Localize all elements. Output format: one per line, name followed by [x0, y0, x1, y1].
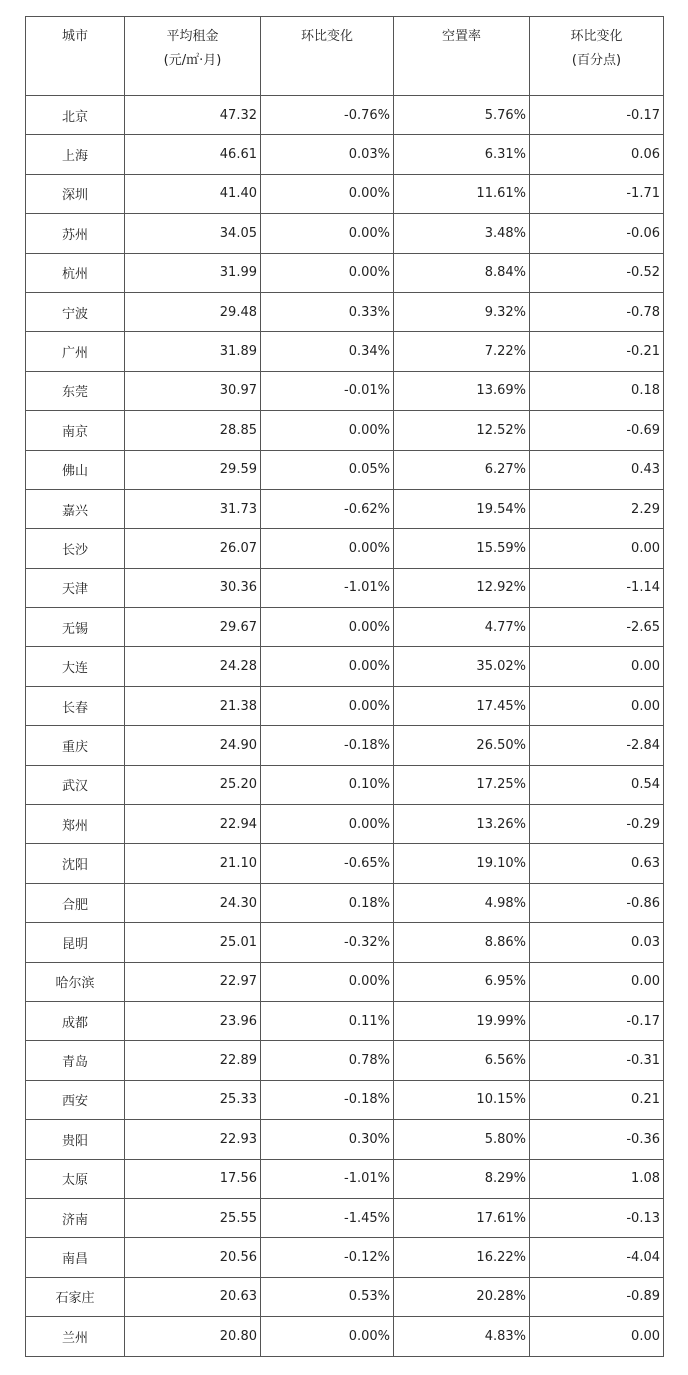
cell-vacancy-rate: 12.52%	[394, 411, 530, 450]
cell-city: 兰州	[26, 1317, 125, 1356]
cell-city: 大连	[26, 647, 125, 686]
header-average-rent	[125, 17, 261, 96]
cell-average-rent: 31.89	[125, 332, 261, 371]
cell-city: 重庆	[26, 726, 125, 765]
cell-vacancy-rate: 3.48%	[394, 214, 530, 253]
cell-rent-change: -1.01%	[261, 1159, 394, 1198]
table-row	[26, 1001, 664, 1040]
cell-vacancy-rate: 35.02%	[394, 647, 530, 686]
cell-city: 南京	[26, 411, 125, 450]
header-average-rent-label: 平均租金	[166, 29, 219, 44]
cell-city: 昆明	[26, 923, 125, 962]
cell-vacancy-rate: 17.45%	[394, 686, 530, 725]
cell-city: 嘉兴	[26, 489, 125, 528]
table-header	[26, 17, 664, 96]
cell-rent-change: 0.34%	[261, 332, 394, 371]
cell-city: 东莞	[26, 371, 125, 410]
cell-vacancy-rate: 5.80%	[394, 1120, 530, 1159]
cell-rent-change: 0.30%	[261, 1120, 394, 1159]
cell-average-rent: 21.10	[125, 844, 261, 883]
cell-vacancy-change: -2.84	[530, 726, 664, 765]
header-rent-change-label: 环比变化	[300, 29, 353, 44]
cell-rent-change: 0.78%	[261, 1041, 394, 1080]
cell-vacancy-rate: 17.61%	[394, 1198, 530, 1237]
cell-rent-change: 0.00%	[261, 647, 394, 686]
cell-vacancy-change: 0.03	[530, 923, 664, 962]
table-row	[26, 253, 664, 292]
table-row	[26, 450, 664, 489]
header-vacancy-rate-label: 空置率	[441, 29, 481, 44]
cell-city: 武汉	[26, 765, 125, 804]
cell-vacancy-change: -0.29	[530, 805, 664, 844]
table-row	[26, 1277, 664, 1316]
table-row	[26, 174, 664, 213]
cell-vacancy-change: -4.04	[530, 1238, 664, 1277]
cell-rent-change: -0.12%	[261, 1238, 394, 1277]
cell-vacancy-rate: 6.56%	[394, 1041, 530, 1080]
cell-city: 佛山	[26, 450, 125, 489]
table-row	[26, 608, 664, 647]
cell-city: 长春	[26, 686, 125, 725]
cell-vacancy-rate: 19.54%	[394, 489, 530, 528]
cell-rent-change: 0.00%	[261, 608, 394, 647]
cell-average-rent: 30.36	[125, 568, 261, 607]
cell-rent-change: -0.76%	[261, 96, 394, 135]
header-city	[26, 17, 125, 96]
table-row	[26, 371, 664, 410]
cell-rent-change: 0.00%	[261, 962, 394, 1001]
cell-rent-change: 0.00%	[261, 1317, 394, 1356]
cell-vacancy-change: -0.17	[530, 96, 664, 135]
cell-average-rent: 46.61	[125, 135, 261, 174]
cell-vacancy-change: 0.00	[530, 686, 664, 725]
cell-vacancy-rate: 6.27%	[394, 450, 530, 489]
cell-rent-change: 0.00%	[261, 529, 394, 568]
cell-average-rent: 24.90	[125, 726, 261, 765]
cell-city: 青岛	[26, 1041, 125, 1080]
table-row	[26, 214, 664, 253]
cell-rent-change: -0.01%	[261, 371, 394, 410]
table-row	[26, 765, 664, 804]
cell-city: 合肥	[26, 883, 125, 922]
cell-vacancy-rate: 8.84%	[394, 253, 530, 292]
cell-rent-change: 0.00%	[261, 253, 394, 292]
cell-vacancy-rate: 19.10%	[394, 844, 530, 883]
cell-city: 太原	[26, 1159, 125, 1198]
header-vacancy-rate	[394, 17, 530, 96]
cell-average-rent: 29.67	[125, 608, 261, 647]
cell-vacancy-change: 0.43	[530, 450, 664, 489]
table-row	[26, 647, 664, 686]
table-row	[26, 962, 664, 1001]
cell-city: 郑州	[26, 805, 125, 844]
cell-vacancy-change: 0.06	[530, 135, 664, 174]
cell-vacancy-rate: 16.22%	[394, 1238, 530, 1277]
cell-city: 上海	[26, 135, 125, 174]
cell-city: 贵阳	[26, 1120, 125, 1159]
cell-average-rent: 22.93	[125, 1120, 261, 1159]
cell-average-rent: 22.94	[125, 805, 261, 844]
cell-average-rent: 34.05	[125, 214, 261, 253]
cell-vacancy-change: -0.21	[530, 332, 664, 371]
table-row	[26, 292, 664, 331]
cell-average-rent: 25.20	[125, 765, 261, 804]
cell-vacancy-change: 0.00	[530, 647, 664, 686]
cell-vacancy-change: -0.78	[530, 292, 664, 331]
cell-rent-change: 0.53%	[261, 1277, 394, 1316]
cell-rent-change: 0.11%	[261, 1001, 394, 1040]
table-row	[26, 883, 664, 922]
cell-rent-change: 0.05%	[261, 450, 394, 489]
cell-vacancy-rate: 12.92%	[394, 568, 530, 607]
cell-vacancy-rate: 8.29%	[394, 1159, 530, 1198]
cell-average-rent: 29.48	[125, 292, 261, 331]
cell-rent-change: -0.65%	[261, 844, 394, 883]
cell-city: 杭州	[26, 253, 125, 292]
cell-rent-change: 0.00%	[261, 805, 394, 844]
cell-vacancy-change: -1.14	[530, 568, 664, 607]
table-row	[26, 1120, 664, 1159]
cell-vacancy-rate: 19.99%	[394, 1001, 530, 1040]
cell-vacancy-rate: 17.25%	[394, 765, 530, 804]
cell-rent-change: -0.18%	[261, 726, 394, 765]
table-body	[26, 96, 664, 1357]
cell-vacancy-rate: 10.15%	[394, 1080, 530, 1119]
cell-rent-change: 0.10%	[261, 765, 394, 804]
cell-average-rent: 26.07	[125, 529, 261, 568]
cell-rent-change: -1.45%	[261, 1198, 394, 1237]
table-row	[26, 332, 664, 371]
cell-average-rent: 24.30	[125, 883, 261, 922]
cell-rent-change: 0.18%	[261, 883, 394, 922]
cell-vacancy-change: 0.63	[530, 844, 664, 883]
cell-vacancy-rate: 26.50%	[394, 726, 530, 765]
cell-rent-change: 0.00%	[261, 174, 394, 213]
cell-vacancy-rate: 15.59%	[394, 529, 530, 568]
cell-average-rent: 47.32	[125, 96, 261, 135]
cell-city: 长沙	[26, 529, 125, 568]
header-vacancy-change-label: 环比变化	[570, 29, 623, 44]
cell-average-rent: 31.73	[125, 489, 261, 528]
table-row	[26, 135, 664, 174]
cell-city: 天津	[26, 568, 125, 607]
cell-city: 济南	[26, 1198, 125, 1237]
cell-average-rent: 17.56	[125, 1159, 261, 1198]
cell-vacancy-change: -0.17	[530, 1001, 664, 1040]
cell-city: 北京	[26, 96, 125, 135]
cell-vacancy-rate: 5.76%	[394, 96, 530, 135]
table-row	[26, 1080, 664, 1119]
cell-vacancy-change: -2.65	[530, 608, 664, 647]
table-row	[26, 1317, 664, 1356]
table-row	[26, 726, 664, 765]
cell-vacancy-rate: 9.32%	[394, 292, 530, 331]
cell-vacancy-change: 0.00	[530, 962, 664, 1001]
header-vacancy-change-unit: (百分点)	[571, 53, 622, 68]
cell-city: 苏州	[26, 214, 125, 253]
table-row	[26, 805, 664, 844]
cell-vacancy-change: -0.52	[530, 253, 664, 292]
cell-vacancy-rate: 6.95%	[394, 962, 530, 1001]
cell-vacancy-rate: 4.83%	[394, 1317, 530, 1356]
header-average-rent-unit: (元/㎡·月)	[163, 53, 222, 68]
cell-average-rent: 30.97	[125, 371, 261, 410]
cell-rent-change: 0.33%	[261, 292, 394, 331]
cell-city: 石家庄	[26, 1277, 125, 1316]
header-row	[26, 17, 664, 96]
cell-rent-change: -0.62%	[261, 489, 394, 528]
cell-vacancy-change: -0.13	[530, 1198, 664, 1237]
cell-vacancy-rate: 13.26%	[394, 805, 530, 844]
cell-vacancy-rate: 20.28%	[394, 1277, 530, 1316]
cell-city: 无锡	[26, 608, 125, 647]
cell-city: 沈阳	[26, 844, 125, 883]
cell-average-rent: 25.55	[125, 1198, 261, 1237]
cell-city: 深圳	[26, 174, 125, 213]
table-row	[26, 923, 664, 962]
cell-vacancy-rate: 8.86%	[394, 923, 530, 962]
cell-vacancy-change: -0.69	[530, 411, 664, 450]
cell-average-rent: 22.89	[125, 1041, 261, 1080]
cell-city: 广州	[26, 332, 125, 371]
cell-average-rent: 31.99	[125, 253, 261, 292]
table-row	[26, 1238, 664, 1277]
table-row	[26, 1159, 664, 1198]
cell-vacancy-change: 0.00	[530, 529, 664, 568]
cell-vacancy-change: -0.06	[530, 214, 664, 253]
cell-average-rent: 29.59	[125, 450, 261, 489]
table-row	[26, 686, 664, 725]
cell-average-rent: 20.63	[125, 1277, 261, 1316]
cell-vacancy-rate: 6.31%	[394, 135, 530, 174]
table-row	[26, 568, 664, 607]
cell-city: 宁波	[26, 292, 125, 331]
cell-vacancy-change: -0.86	[530, 883, 664, 922]
cell-rent-change: 0.00%	[261, 411, 394, 450]
cell-vacancy-change: 0.54	[530, 765, 664, 804]
cell-city: 南昌	[26, 1238, 125, 1277]
cell-vacancy-change: 0.21	[530, 1080, 664, 1119]
cell-vacancy-change: 0.18	[530, 371, 664, 410]
cell-vacancy-rate: 4.77%	[394, 608, 530, 647]
table-row	[26, 529, 664, 568]
cell-vacancy-change: -0.31	[530, 1041, 664, 1080]
cell-average-rent: 41.40	[125, 174, 261, 213]
cell-rent-change: 0.03%	[261, 135, 394, 174]
rent-table-container	[25, 16, 664, 1357]
table-row	[26, 1198, 664, 1237]
table-row	[26, 489, 664, 528]
cell-vacancy-rate: 7.22%	[394, 332, 530, 371]
cell-average-rent: 23.96	[125, 1001, 261, 1040]
cell-average-rent: 22.97	[125, 962, 261, 1001]
cell-rent-change: 0.00%	[261, 214, 394, 253]
cell-average-rent: 24.28	[125, 647, 261, 686]
table-row	[26, 1041, 664, 1080]
table-row	[26, 96, 664, 135]
cell-vacancy-change: 2.29	[530, 489, 664, 528]
rent-table	[25, 16, 664, 1357]
cell-average-rent: 21.38	[125, 686, 261, 725]
cell-city: 西安	[26, 1080, 125, 1119]
table-row	[26, 411, 664, 450]
cell-vacancy-rate: 4.98%	[394, 883, 530, 922]
cell-average-rent: 25.01	[125, 923, 261, 962]
cell-city: 成都	[26, 1001, 125, 1040]
cell-city: 哈尔滨	[26, 962, 125, 1001]
cell-vacancy-change: 0.00	[530, 1317, 664, 1356]
cell-average-rent: 25.33	[125, 1080, 261, 1119]
cell-rent-change: -1.01%	[261, 568, 394, 607]
cell-vacancy-rate: 13.69%	[394, 371, 530, 410]
table-row	[26, 844, 664, 883]
cell-rent-change: -0.18%	[261, 1080, 394, 1119]
cell-average-rent: 28.85	[125, 411, 261, 450]
header-city-label: 城市	[61, 29, 88, 44]
cell-vacancy-change: -0.89	[530, 1277, 664, 1316]
cell-vacancy-change: -1.71	[530, 174, 664, 213]
header-rent-change	[261, 17, 394, 96]
cell-average-rent: 20.56	[125, 1238, 261, 1277]
cell-vacancy-rate: 11.61%	[394, 174, 530, 213]
header-vacancy-change	[530, 17, 664, 96]
cell-rent-change: 0.00%	[261, 686, 394, 725]
cell-rent-change: -0.32%	[261, 923, 394, 962]
cell-average-rent: 20.80	[125, 1317, 261, 1356]
cell-vacancy-change: 1.08	[530, 1159, 664, 1198]
cell-vacancy-change: -0.36	[530, 1120, 664, 1159]
